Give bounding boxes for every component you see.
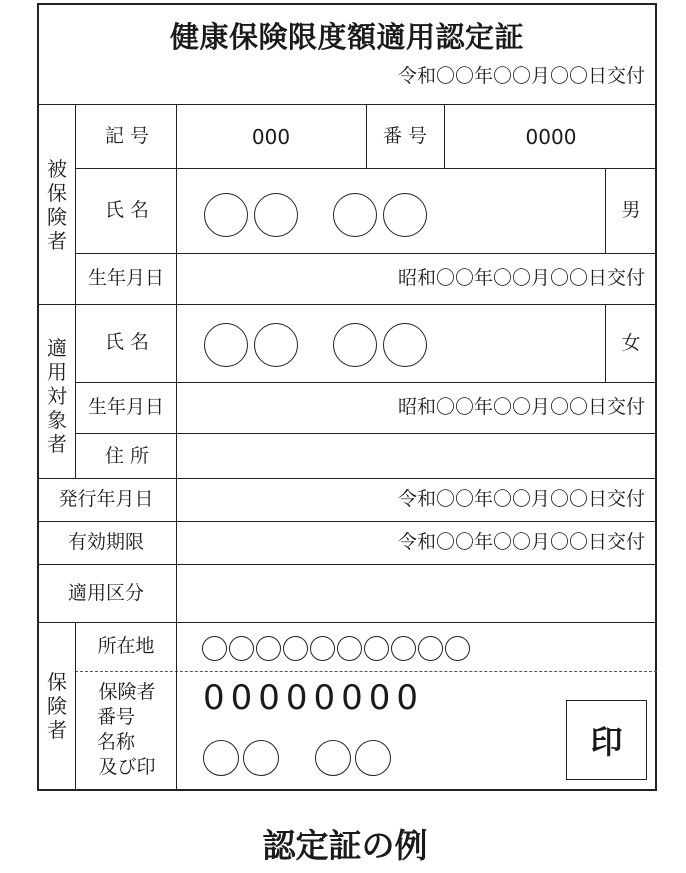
name-circle	[383, 323, 427, 367]
divider	[37, 622, 657, 623]
insurer-number-value: 00000000	[203, 678, 425, 718]
name-circle	[355, 740, 391, 776]
divider	[75, 253, 657, 254]
name-circle	[254, 323, 298, 367]
address-circle	[229, 636, 254, 661]
covered-name-label: 氏 名	[104, 331, 150, 353]
figure-caption: 認定証の例	[262, 826, 428, 865]
divider	[444, 104, 445, 168]
divider	[75, 433, 657, 434]
address-circle	[310, 636, 335, 661]
address-circle	[364, 636, 389, 661]
address-label: 住 所	[104, 445, 150, 467]
divider	[75, 168, 657, 169]
validity-label: 有効期限	[67, 531, 145, 553]
address-circle	[283, 636, 308, 661]
divider	[37, 478, 657, 479]
divider	[75, 382, 657, 383]
divider	[75, 104, 76, 304]
insurer-name-label-2: 及び印	[98, 756, 156, 778]
divider	[37, 304, 657, 305]
category-label: 適用区分	[67, 582, 145, 604]
covered-gender: 女	[621, 332, 641, 354]
insurer-section-label: 保 険 者	[47, 670, 67, 742]
divider	[37, 104, 657, 105]
covered-birth-label: 生年月日	[87, 396, 165, 418]
divider	[605, 168, 606, 253]
covered-section-label: 適 用 対 象 者	[47, 336, 67, 456]
address-circle	[202, 636, 227, 661]
insured-gender: 男	[621, 199, 641, 221]
covered-birth-value: 昭和〇〇年〇〇月〇〇日交付	[397, 396, 645, 418]
insured-birth-label: 生年月日	[87, 267, 165, 289]
address-circle	[337, 636, 362, 661]
bango-label: 番 号	[382, 125, 428, 147]
kigo-value: 000	[251, 125, 291, 149]
name-circle	[204, 323, 248, 367]
address-circle	[391, 636, 416, 661]
issue-date-label: 発行年月日	[58, 488, 154, 510]
divider	[176, 104, 177, 790]
divider	[605, 304, 606, 382]
bango-value: 0000	[525, 125, 577, 149]
seal-box	[566, 700, 647, 780]
name-circle	[243, 740, 279, 776]
issue-date-line: 令和〇〇年〇〇月〇〇日交付	[397, 65, 645, 87]
divider	[37, 521, 657, 522]
name-circle	[333, 193, 377, 237]
name-circle	[203, 740, 239, 776]
address-circle	[445, 636, 470, 661]
kigo-label: 記 号	[104, 125, 150, 147]
location-label: 所在地	[97, 635, 155, 657]
divider	[37, 564, 657, 565]
insurer-number-label-2: 番号	[96, 706, 136, 728]
validity-value: 令和〇〇年〇〇月〇〇日交付	[397, 531, 645, 553]
issue-date-value: 令和〇〇年〇〇月〇〇日交付	[397, 488, 645, 510]
name-circle	[315, 740, 351, 776]
divider	[75, 622, 76, 790]
insurer-name-label-1: 名称	[96, 731, 136, 753]
name-circle	[204, 193, 248, 237]
insurer-number-label-1: 保険者	[98, 681, 156, 703]
insured-birth-value: 昭和〇〇年〇〇月〇〇日交付	[397, 267, 645, 289]
divider	[366, 104, 367, 168]
seal-label: 印	[590, 723, 623, 761]
dashed-divider	[75, 671, 657, 672]
name-circle	[383, 193, 427, 237]
address-circle	[256, 636, 281, 661]
divider	[75, 304, 76, 478]
address-circle	[418, 636, 443, 661]
insured-section-label: 被 保 険 者	[47, 157, 67, 253]
page-title: 健康保険限度額適用認定証	[169, 20, 525, 54]
name-circle	[254, 193, 298, 237]
insured-name-label: 氏 名	[104, 199, 150, 221]
name-circle	[333, 323, 377, 367]
